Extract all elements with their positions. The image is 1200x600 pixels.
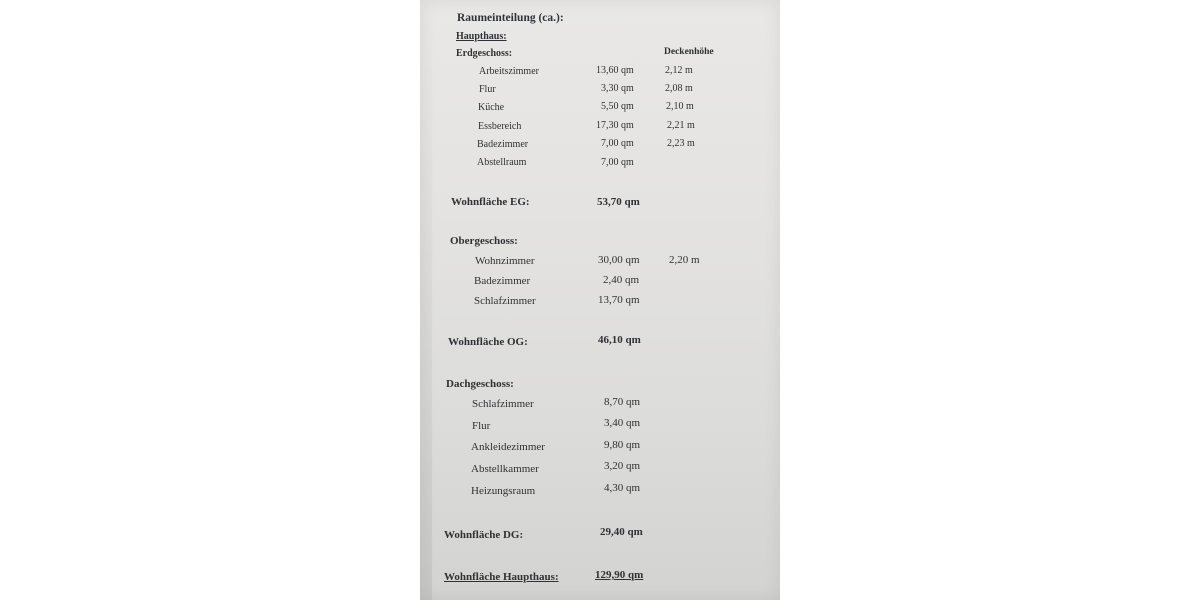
eg-room-name: Badezimmer <box>477 139 529 150</box>
og-room-area: 13,70 qm <box>598 294 640 306</box>
floor-heading-eg: Erdgeschoss: <box>456 48 513 59</box>
dg-room-area: 3,40 qm <box>604 417 641 429</box>
og-room-height: 2,20 m <box>669 254 700 266</box>
eg-room-area: 13,60 qm <box>596 65 634 76</box>
eg-room-name: Arbeitszimmer <box>479 66 539 77</box>
dg-room-name: Flur <box>472 420 491 432</box>
document-title: Raumeinteilung (ca.): <box>457 12 564 24</box>
og-room-name: Badezimmer <box>474 275 531 287</box>
og-room-name: Wohnzimmer <box>475 255 535 267</box>
og-total-label: Wohnfläche OG: <box>448 336 528 348</box>
og-room-area: 2,40 qm <box>603 274 640 286</box>
floor-heading-dg: Dachgeschoss: <box>446 378 514 390</box>
eg-room-name: Flur <box>479 84 496 95</box>
eg-room-area: 7,00 qm <box>601 138 634 149</box>
dg-room-area: 8,70 qm <box>604 396 641 408</box>
eg-room-height: 2,12 m <box>665 65 693 76</box>
dg-room-name: Schlafzimmer <box>472 398 534 410</box>
dg-total-label: Wohnfläche DG: <box>444 529 524 541</box>
eg-room-area: 17,30 qm <box>596 120 634 131</box>
dg-room-name: Ankleidezimmer <box>471 441 545 453</box>
dg-room-area: 4,30 qm <box>604 482 641 494</box>
og-total-value: 46,10 qm <box>598 334 641 346</box>
eg-room-height: 2,08 m <box>665 83 693 94</box>
dg-total-value: 29,40 qm <box>600 526 643 538</box>
eg-room-area: 7,00 qm <box>601 157 634 168</box>
dg-room-name: Heizungsraum <box>471 485 536 497</box>
building-heading: Haupthaus: <box>456 31 507 42</box>
eg-room-area: 5,50 qm <box>601 101 634 112</box>
eg-total-label: Wohnfläche EG: <box>451 196 530 208</box>
dg-room-area: 3,20 qm <box>604 460 641 472</box>
paper-shadow-edge <box>420 0 432 600</box>
eg-room-height: 2,21 m <box>667 120 695 131</box>
eg-room-area: 3,30 qm <box>601 83 634 94</box>
og-room-area: 30,00 qm <box>598 254 640 266</box>
document-page <box>420 0 780 600</box>
floor-heading-og: Obergeschoss: <box>450 235 518 247</box>
dg-room-name: Abstellkammer <box>471 463 539 475</box>
grand-total-value: 129,90 qm <box>595 569 644 581</box>
grand-total-label: Wohnfläche Haupthaus: <box>444 571 559 583</box>
eg-room-name: Küche <box>478 102 505 113</box>
eg-total-value: 53,70 qm <box>597 196 640 208</box>
eg-room-height: 2,10 m <box>666 101 694 112</box>
eg-room-name: Essbereich <box>478 121 522 132</box>
ceiling-height-header: Deckenhöhe <box>664 47 714 57</box>
dg-room-area: 9,80 qm <box>604 439 641 451</box>
eg-room-name: Abstellraum <box>477 157 527 168</box>
og-room-name: Schlafzimmer <box>474 295 536 307</box>
eg-room-height: 2,23 m <box>667 138 695 149</box>
